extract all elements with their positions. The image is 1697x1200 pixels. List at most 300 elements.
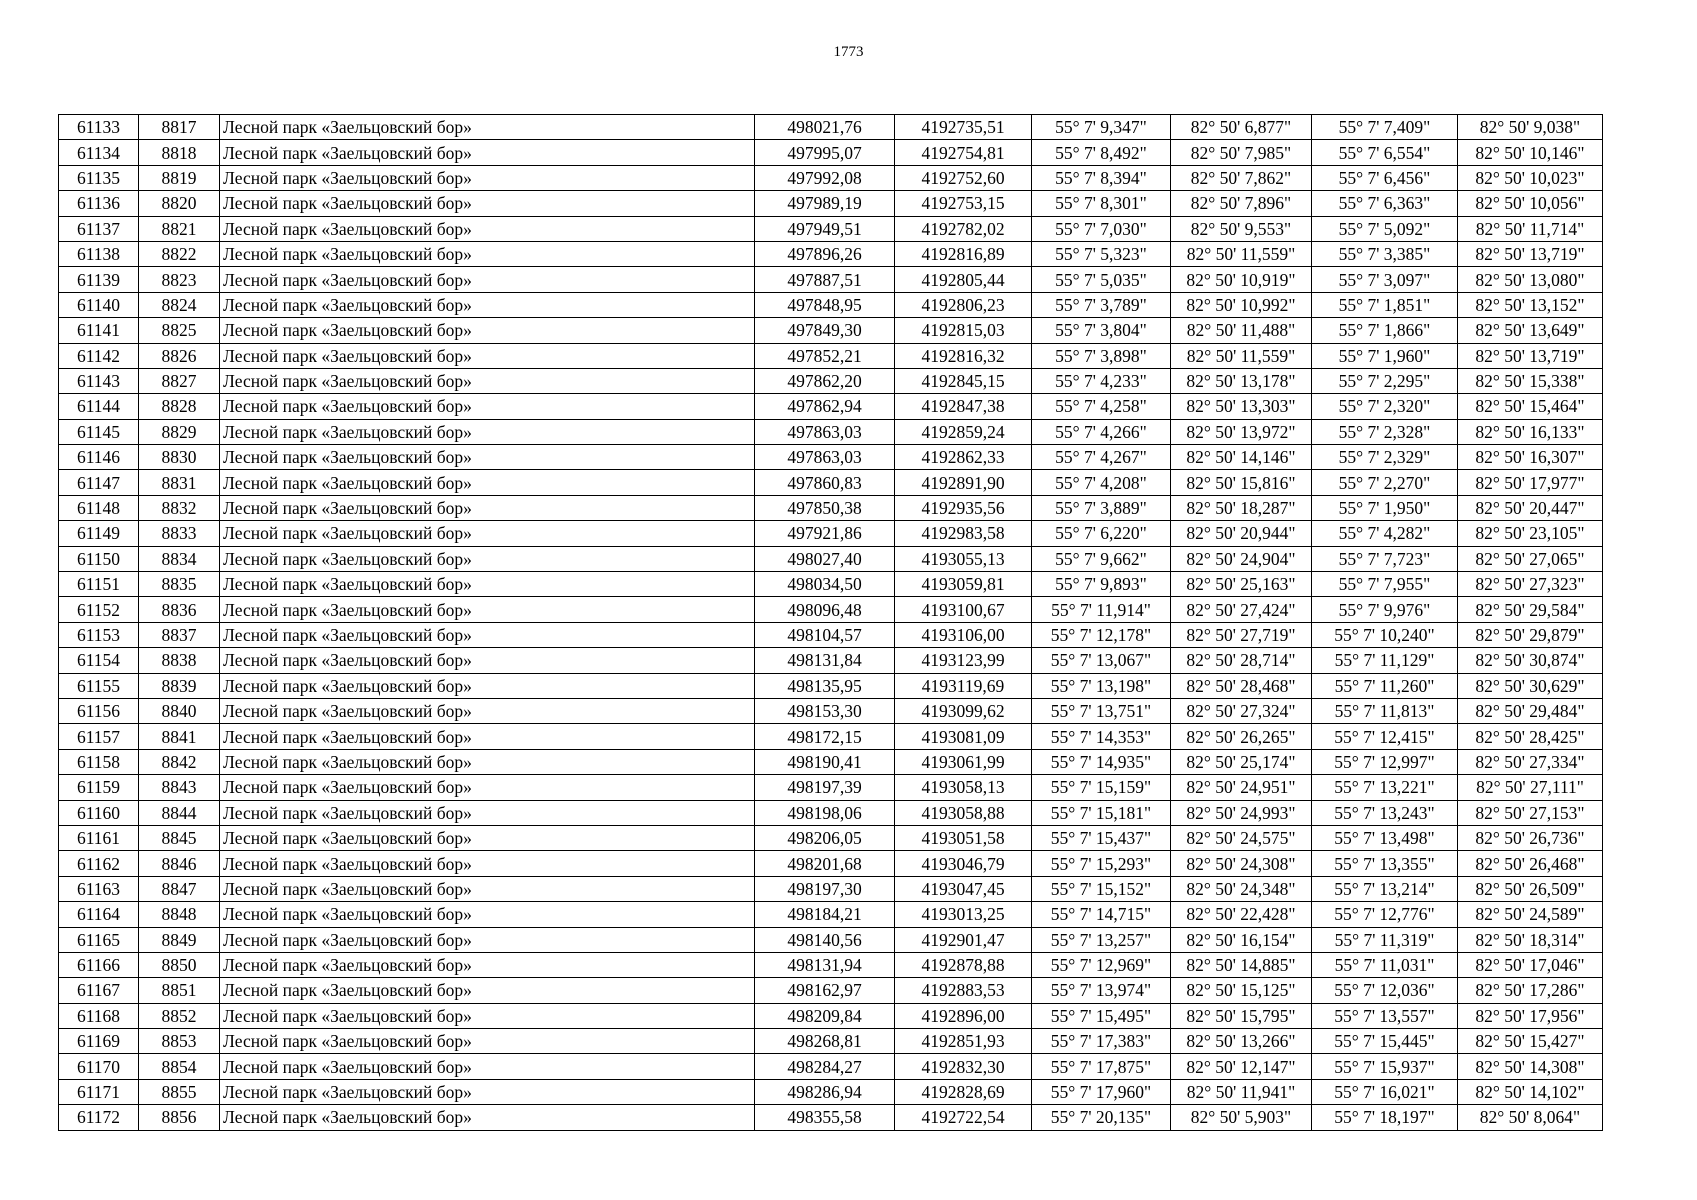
cell-x: 497863,03 [755, 419, 895, 444]
cell-id: 61146 [59, 445, 139, 470]
cell-lon-2: 82° 50' 29,484" [1458, 698, 1603, 723]
cell-number: 8842 [139, 749, 220, 774]
cell-lon-2: 82° 50' 10,023" [1458, 165, 1603, 190]
cell-name: Лесной парк «Заельцовский бор» [220, 521, 755, 546]
cell-name: Лесной парк «Заельцовский бор» [220, 1054, 755, 1079]
cell-y: 4192722,54 [895, 1105, 1032, 1130]
cell-y: 4192845,15 [895, 368, 1032, 393]
cell-lat-2: 55° 7' 13,214" [1312, 876, 1458, 901]
cell-number: 8832 [139, 495, 220, 520]
cell-y: 4192753,15 [895, 191, 1032, 216]
table-row [59, 368, 1603, 393]
cell-lat-2: 55° 7' 11,129" [1312, 648, 1458, 673]
cell-lat-1: 55° 7' 4,258" [1032, 394, 1171, 419]
cell-lon-2: 82° 50' 30,874" [1458, 648, 1603, 673]
table-row [59, 978, 1603, 1003]
cell-x: 497850,38 [755, 495, 895, 520]
cell-y: 4193047,45 [895, 876, 1032, 901]
cell-lat-1: 55° 7' 3,804" [1032, 318, 1171, 343]
cell-number: 8828 [139, 394, 220, 419]
cell-lat-2: 55° 7' 12,776" [1312, 902, 1458, 927]
cell-id: 61165 [59, 927, 139, 952]
cell-lat-1: 55° 7' 14,715" [1032, 902, 1171, 927]
cell-id: 61161 [59, 825, 139, 850]
table-row [59, 572, 1603, 597]
cell-lat-2: 55° 7' 2,270" [1312, 470, 1458, 495]
cell-y: 4193061,99 [895, 749, 1032, 774]
cell-y: 4192983,58 [895, 521, 1032, 546]
cell-y: 4192815,03 [895, 318, 1032, 343]
cell-x: 497992,08 [755, 165, 895, 190]
cell-name: Лесной парк «Заельцовский бор» [220, 1105, 755, 1130]
cell-lon-2: 82° 50' 15,338" [1458, 368, 1603, 393]
cell-lon-1: 82° 50' 24,575" [1171, 825, 1312, 850]
table-row [59, 597, 1603, 622]
cell-x: 498190,41 [755, 749, 895, 774]
cell-name: Лесной парк «Заельцовский бор» [220, 927, 755, 952]
cell-lat-2: 55° 7' 2,320" [1312, 394, 1458, 419]
cell-number: 8843 [139, 775, 220, 800]
cell-id: 61139 [59, 267, 139, 292]
cell-name: Лесной парк «Заельцовский бор» [220, 622, 755, 647]
table-row [59, 1105, 1603, 1130]
cell-lon-2: 82° 50' 17,046" [1458, 952, 1603, 977]
cell-lat-2: 55° 7' 13,243" [1312, 800, 1458, 825]
cell-x: 497849,30 [755, 318, 895, 343]
cell-number: 8855 [139, 1079, 220, 1104]
cell-lon-1: 82° 50' 26,265" [1171, 724, 1312, 749]
cell-y: 4192752,60 [895, 165, 1032, 190]
cell-name: Лесной парк «Заельцовский бор» [220, 978, 755, 1003]
table-row [59, 622, 1603, 647]
cell-x: 498197,30 [755, 876, 895, 901]
cell-id: 61143 [59, 368, 139, 393]
cell-x: 497862,20 [755, 368, 895, 393]
cell-x: 498198,06 [755, 800, 895, 825]
cell-lat-1: 55° 7' 13,974" [1032, 978, 1171, 1003]
cell-number: 8826 [139, 343, 220, 368]
cell-lat-1: 55° 7' 5,323" [1032, 241, 1171, 266]
cell-y: 4193119,69 [895, 673, 1032, 698]
cell-id: 61156 [59, 698, 139, 723]
cell-id: 61167 [59, 978, 139, 1003]
cell-lat-2: 55° 7' 13,557" [1312, 1003, 1458, 1028]
cell-x: 497852,21 [755, 343, 895, 368]
cell-lon-1: 82° 50' 28,468" [1171, 673, 1312, 698]
cell-id: 61144 [59, 394, 139, 419]
cell-id: 61133 [59, 115, 139, 140]
cell-lat-2: 55° 7' 2,328" [1312, 419, 1458, 444]
table-row [59, 140, 1603, 165]
cell-name: Лесной парк «Заельцовский бор» [220, 724, 755, 749]
cell-y: 4192806,23 [895, 292, 1032, 317]
cell-id: 61163 [59, 876, 139, 901]
cell-lon-1: 82° 50' 18,287" [1171, 495, 1312, 520]
cell-y: 4192805,44 [895, 267, 1032, 292]
cell-number: 8827 [139, 368, 220, 393]
table-row [59, 241, 1603, 266]
cell-lat-2: 55° 7' 12,415" [1312, 724, 1458, 749]
cell-id: 61153 [59, 622, 139, 647]
cell-id: 61148 [59, 495, 139, 520]
table-row [59, 292, 1603, 317]
cell-lon-1: 82° 50' 20,944" [1171, 521, 1312, 546]
page-number: 1773 [833, 44, 864, 60]
cell-lon-2: 82° 50' 10,056" [1458, 191, 1603, 216]
cell-lat-1: 55° 7' 17,383" [1032, 1029, 1171, 1054]
cell-number: 8819 [139, 165, 220, 190]
cell-name: Лесной парк «Заельцовский бор» [220, 394, 755, 419]
cell-lat-1: 55° 7' 8,492" [1032, 140, 1171, 165]
cell-id: 61140 [59, 292, 139, 317]
cell-lon-1: 82° 50' 11,559" [1171, 343, 1312, 368]
cell-number: 8853 [139, 1029, 220, 1054]
cell-number: 8835 [139, 572, 220, 597]
cell-lon-2: 82° 50' 16,307" [1458, 445, 1603, 470]
cell-y: 4192883,53 [895, 978, 1032, 1003]
table-row [59, 876, 1603, 901]
cell-lat-1: 55° 7' 7,030" [1032, 216, 1171, 241]
cell-name: Лесной парк «Заельцовский бор» [220, 1079, 755, 1104]
cell-number: 8831 [139, 470, 220, 495]
table-row [59, 1054, 1603, 1079]
cell-x: 498197,39 [755, 775, 895, 800]
cell-name: Лесной парк «Заельцовский бор» [220, 825, 755, 850]
cell-lat-2: 55° 7' 3,385" [1312, 241, 1458, 266]
cell-lat-2: 55° 7' 15,937" [1312, 1054, 1458, 1079]
cell-lon-1: 82° 50' 25,174" [1171, 749, 1312, 774]
cell-lon-1: 82° 50' 28,714" [1171, 648, 1312, 673]
cell-lon-1: 82° 50' 24,951" [1171, 775, 1312, 800]
coordinates-table [58, 114, 1603, 1131]
cell-lon-1: 82° 50' 27,719" [1171, 622, 1312, 647]
cell-lat-1: 55° 7' 8,394" [1032, 165, 1171, 190]
cell-x: 497848,95 [755, 292, 895, 317]
cell-name: Лесной парк «Заельцовский бор» [220, 876, 755, 901]
cell-lat-1: 55° 7' 14,353" [1032, 724, 1171, 749]
cell-lon-2: 82° 50' 27,323" [1458, 572, 1603, 597]
cell-name: Лесной парк «Заельцовский бор» [220, 572, 755, 597]
cell-lon-1: 82° 50' 25,163" [1171, 572, 1312, 597]
cell-lon-1: 82° 50' 13,178" [1171, 368, 1312, 393]
cell-number: 8837 [139, 622, 220, 647]
cell-lon-1: 82° 50' 27,424" [1171, 597, 1312, 622]
cell-lon-2: 82° 50' 14,308" [1458, 1054, 1603, 1079]
cell-id: 61166 [59, 952, 139, 977]
cell-number: 8822 [139, 241, 220, 266]
cell-lon-2: 82° 50' 26,736" [1458, 825, 1603, 850]
table-row [59, 191, 1603, 216]
table-row [59, 165, 1603, 190]
table-row [59, 775, 1603, 800]
cell-y: 4192828,69 [895, 1079, 1032, 1104]
cell-lon-2: 82° 50' 27,111" [1458, 775, 1603, 800]
table-row [59, 216, 1603, 241]
cell-lon-2: 82° 50' 24,589" [1458, 902, 1603, 927]
cell-number: 8854 [139, 1054, 220, 1079]
cell-id: 61162 [59, 851, 139, 876]
cell-y: 4193055,13 [895, 546, 1032, 571]
cell-lat-1: 55° 7' 9,347" [1032, 115, 1171, 140]
cell-lat-2: 55° 7' 1,866" [1312, 318, 1458, 343]
cell-lat-2: 55° 7' 18,197" [1312, 1105, 1458, 1130]
cell-number: 8852 [139, 1003, 220, 1028]
cell-lat-2: 55° 7' 13,221" [1312, 775, 1458, 800]
cell-lat-1: 55° 7' 12,178" [1032, 622, 1171, 647]
cell-lat-2: 55° 7' 11,031" [1312, 952, 1458, 977]
cell-lat-1: 55° 7' 17,875" [1032, 1054, 1171, 1079]
cell-lon-2: 82° 50' 8,064" [1458, 1105, 1603, 1130]
cell-number: 8847 [139, 876, 220, 901]
cell-lon-2: 82° 50' 13,152" [1458, 292, 1603, 317]
cell-number: 8848 [139, 902, 220, 927]
cell-x: 498096,48 [755, 597, 895, 622]
table-row [59, 470, 1603, 495]
cell-id: 61170 [59, 1054, 139, 1079]
cell-number: 8841 [139, 724, 220, 749]
cell-lon-2: 82° 50' 15,464" [1458, 394, 1603, 419]
cell-y: 4193046,79 [895, 851, 1032, 876]
cell-lat-2: 55° 7' 1,851" [1312, 292, 1458, 317]
cell-y: 4192847,38 [895, 394, 1032, 419]
cell-lat-2: 55° 7' 2,329" [1312, 445, 1458, 470]
cell-lat-1: 55° 7' 11,914" [1032, 597, 1171, 622]
cell-lon-1: 82° 50' 7,896" [1171, 191, 1312, 216]
cell-lat-2: 55° 7' 10,240" [1312, 622, 1458, 647]
cell-lon-1: 82° 50' 13,972" [1171, 419, 1312, 444]
cell-id: 61136 [59, 191, 139, 216]
cell-lat-2: 55° 7' 11,319" [1312, 927, 1458, 952]
cell-lat-2: 55° 7' 1,960" [1312, 343, 1458, 368]
cell-id: 61171 [59, 1079, 139, 1104]
cell-name: Лесной парк «Заельцовский бор» [220, 216, 755, 241]
cell-lat-1: 55° 7' 14,935" [1032, 749, 1171, 774]
cell-id: 61157 [59, 724, 139, 749]
cell-name: Лесной парк «Заельцовский бор» [220, 698, 755, 723]
cell-y: 4193106,00 [895, 622, 1032, 647]
cell-x: 498162,97 [755, 978, 895, 1003]
cell-lat-2: 55° 7' 12,036" [1312, 978, 1458, 1003]
cell-id: 61164 [59, 902, 139, 927]
cell-id: 61149 [59, 521, 139, 546]
cell-x: 498209,84 [755, 1003, 895, 1028]
cell-id: 61152 [59, 597, 139, 622]
cell-lat-1: 55° 7' 3,898" [1032, 343, 1171, 368]
cell-x: 498172,15 [755, 724, 895, 749]
cell-lat-1: 55° 7' 13,198" [1032, 673, 1171, 698]
cell-lat-1: 55° 7' 4,233" [1032, 368, 1171, 393]
cell-name: Лесной парк «Заельцовский бор» [220, 368, 755, 393]
cell-lat-1: 55° 7' 15,152" [1032, 876, 1171, 901]
table-row [59, 952, 1603, 977]
cell-y: 4192901,47 [895, 927, 1032, 952]
cell-lat-2: 55° 7' 15,445" [1312, 1029, 1458, 1054]
cell-lon-2: 82° 50' 27,153" [1458, 800, 1603, 825]
cell-id: 61172 [59, 1105, 139, 1130]
cell-number: 8829 [139, 419, 220, 444]
cell-name: Лесной парк «Заельцовский бор» [220, 165, 755, 190]
cell-name: Лесной парк «Заельцовский бор» [220, 902, 755, 927]
cell-name: Лесной парк «Заельцовский бор» [220, 800, 755, 825]
cell-lon-1: 82° 50' 10,919" [1171, 267, 1312, 292]
cell-lon-2: 82° 50' 29,879" [1458, 622, 1603, 647]
cell-lat-1: 55° 7' 15,495" [1032, 1003, 1171, 1028]
cell-lat-1: 55° 7' 4,208" [1032, 470, 1171, 495]
cell-name: Лесной парк «Заельцовский бор» [220, 343, 755, 368]
cell-x: 498201,68 [755, 851, 895, 876]
cell-y: 4193058,13 [895, 775, 1032, 800]
cell-lat-2: 55° 7' 2,295" [1312, 368, 1458, 393]
cell-y: 4192891,90 [895, 470, 1032, 495]
cell-id: 61142 [59, 343, 139, 368]
cell-lat-2: 55° 7' 9,976" [1312, 597, 1458, 622]
cell-lat-1: 55° 7' 20,135" [1032, 1105, 1171, 1130]
cell-name: Лесной парк «Заельцовский бор» [220, 546, 755, 571]
cell-lon-1: 82° 50' 16,154" [1171, 927, 1312, 952]
cell-y: 4193051,58 [895, 825, 1032, 850]
cell-y: 4192832,30 [895, 1054, 1032, 1079]
table-row [59, 800, 1603, 825]
cell-lat-1: 55° 7' 4,266" [1032, 419, 1171, 444]
cell-name: Лесной парк «Заельцовский бор» [220, 749, 755, 774]
cell-lat-2: 55° 7' 1,950" [1312, 495, 1458, 520]
cell-name: Лесной парк «Заельцовский бор» [220, 241, 755, 266]
cell-x: 498268,81 [755, 1029, 895, 1054]
cell-lat-1: 55° 7' 13,257" [1032, 927, 1171, 952]
cell-number: 8838 [139, 648, 220, 673]
cell-y: 4193123,99 [895, 648, 1032, 673]
cell-id: 61169 [59, 1029, 139, 1054]
table-row [59, 851, 1603, 876]
cell-name: Лесной парк «Заельцовский бор» [220, 318, 755, 343]
table-row [59, 1029, 1603, 1054]
cell-lat-2: 55° 7' 16,021" [1312, 1079, 1458, 1104]
cell-lon-1: 82° 50' 24,348" [1171, 876, 1312, 901]
cell-lon-2: 82° 50' 13,649" [1458, 318, 1603, 343]
cell-y: 4192816,89 [895, 241, 1032, 266]
cell-lon-2: 82° 50' 13,719" [1458, 241, 1603, 266]
cell-x: 497860,83 [755, 470, 895, 495]
cell-lat-1: 55° 7' 6,220" [1032, 521, 1171, 546]
cell-x: 498206,05 [755, 825, 895, 850]
cell-lon-1: 82° 50' 24,904" [1171, 546, 1312, 571]
cell-lon-1: 82° 50' 14,885" [1171, 952, 1312, 977]
cell-lon-2: 82° 50' 17,977" [1458, 470, 1603, 495]
cell-lon-1: 82° 50' 9,553" [1171, 216, 1312, 241]
cell-lon-1: 82° 50' 27,324" [1171, 698, 1312, 723]
cell-y: 4193059,81 [895, 572, 1032, 597]
cell-id: 61138 [59, 241, 139, 266]
table-row [59, 343, 1603, 368]
cell-name: Лесной парк «Заельцовский бор» [220, 495, 755, 520]
cell-id: 61135 [59, 165, 139, 190]
table-row [59, 267, 1603, 292]
cell-id: 61141 [59, 318, 139, 343]
cell-lon-1: 82° 50' 15,795" [1171, 1003, 1312, 1028]
cell-x: 498140,56 [755, 927, 895, 952]
cell-lon-2: 82° 50' 14,102" [1458, 1079, 1603, 1104]
cell-lat-2: 55° 7' 11,813" [1312, 698, 1458, 723]
cell-y: 4193013,25 [895, 902, 1032, 927]
cell-lat-1: 55° 7' 15,437" [1032, 825, 1171, 850]
cell-id: 61151 [59, 572, 139, 597]
table-row [59, 419, 1603, 444]
cell-name: Лесной парк «Заельцовский бор» [220, 115, 755, 140]
cell-lon-2: 82° 50' 10,146" [1458, 140, 1603, 165]
cell-x: 497896,26 [755, 241, 895, 266]
cell-id: 61160 [59, 800, 139, 825]
cell-id: 61168 [59, 1003, 139, 1028]
table-row [59, 394, 1603, 419]
cell-lat-1: 55° 7' 9,893" [1032, 572, 1171, 597]
cell-id: 61155 [59, 673, 139, 698]
cell-lat-2: 55° 7' 7,955" [1312, 572, 1458, 597]
table-row [59, 749, 1603, 774]
cell-lat-2: 55° 7' 5,092" [1312, 216, 1458, 241]
cell-id: 61145 [59, 419, 139, 444]
cell-x: 498284,27 [755, 1054, 895, 1079]
cell-y: 4192859,24 [895, 419, 1032, 444]
cell-number: 8817 [139, 115, 220, 140]
cell-x: 498021,76 [755, 115, 895, 140]
cell-lon-1: 82° 50' 24,308" [1171, 851, 1312, 876]
cell-y: 4192754,81 [895, 140, 1032, 165]
cell-lat-1: 55° 7' 13,751" [1032, 698, 1171, 723]
cell-y: 4193058,88 [895, 800, 1032, 825]
cell-y: 4192896,00 [895, 1003, 1032, 1028]
cell-lat-1: 55° 7' 17,960" [1032, 1079, 1171, 1104]
cell-lon-1: 82° 50' 13,266" [1171, 1029, 1312, 1054]
cell-lat-2: 55° 7' 7,409" [1312, 115, 1458, 140]
cell-lat-2: 55° 7' 6,554" [1312, 140, 1458, 165]
cell-lon-1: 82° 50' 11,559" [1171, 241, 1312, 266]
cell-x: 497949,51 [755, 216, 895, 241]
cell-lon-1: 82° 50' 14,146" [1171, 445, 1312, 470]
cell-lon-1: 82° 50' 24,993" [1171, 800, 1312, 825]
cell-number: 8856 [139, 1105, 220, 1130]
cell-y: 4192878,88 [895, 952, 1032, 977]
table-row [59, 546, 1603, 571]
cell-lon-2: 82° 50' 17,286" [1458, 978, 1603, 1003]
cell-lon-2: 82° 50' 26,468" [1458, 851, 1603, 876]
cell-lon-1: 82° 50' 11,941" [1171, 1079, 1312, 1104]
cell-name: Лесной парк «Заельцовский бор» [220, 292, 755, 317]
table-row [59, 673, 1603, 698]
cell-lat-1: 55° 7' 3,789" [1032, 292, 1171, 317]
cell-y: 4193081,09 [895, 724, 1032, 749]
cell-lon-1: 82° 50' 13,303" [1171, 394, 1312, 419]
cell-number: 8844 [139, 800, 220, 825]
table-row [59, 318, 1603, 343]
cell-name: Лесной парк «Заельцовский бор» [220, 1029, 755, 1054]
cell-y: 4193100,67 [895, 597, 1032, 622]
cell-number: 8836 [139, 597, 220, 622]
table-row [59, 1079, 1603, 1104]
cell-lon-1: 82° 50' 22,428" [1171, 902, 1312, 927]
cell-id: 61137 [59, 216, 139, 241]
cell-number: 8849 [139, 927, 220, 952]
cell-lon-1: 82° 50' 5,903" [1171, 1105, 1312, 1130]
table-row [59, 648, 1603, 673]
cell-lat-2: 55° 7' 12,997" [1312, 749, 1458, 774]
cell-number: 8824 [139, 292, 220, 317]
cell-lon-2: 82° 50' 18,314" [1458, 927, 1603, 952]
cell-lat-2: 55° 7' 6,363" [1312, 191, 1458, 216]
cell-id: 61159 [59, 775, 139, 800]
cell-lat-1: 55° 7' 5,035" [1032, 267, 1171, 292]
cell-x: 498104,57 [755, 622, 895, 647]
cell-name: Лесной парк «Заельцовский бор» [220, 673, 755, 698]
